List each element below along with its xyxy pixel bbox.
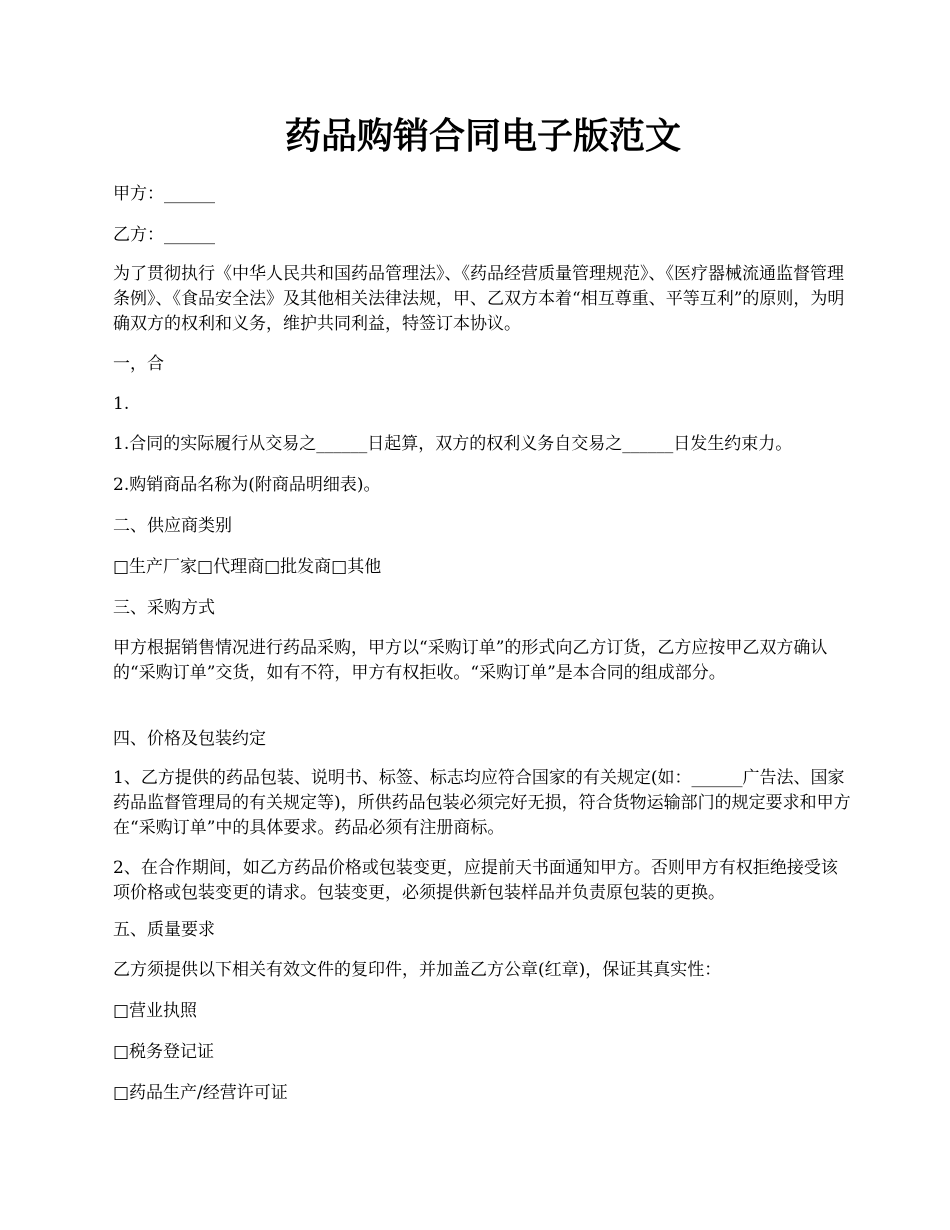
section1-item-label: 1.: [113, 394, 130, 414]
section2-heading: 二、供应商类别: [113, 516, 232, 536]
document-checklist-item: □营业执照: [113, 1001, 198, 1021]
section4-heading: 四、价格及包装约定: [113, 729, 266, 749]
section5-heading: 五、质量要求: [113, 920, 215, 940]
section3-paragraph: 甲方根据销售情况进行药品采购，甲方以“采购订单”的形式向乙方订货，乙方应按甲乙双方确认的“采购订单”交货，如有不符，甲方有权拒收。“采购订单”是本合同的组成部分。: [113, 638, 828, 683]
party-a-line: 甲方：______: [113, 184, 215, 204]
section3-heading: 三、采购方式: [113, 598, 215, 618]
section4-clause2: 2、在合作期间，如乙方药品价格或包装变更，应提前天书面通知甲方。否则甲方有权拒绝接受该项价格或包装变更的请求。包装变更，必须提供新包装样品并负责原包装的更换。: [113, 858, 838, 903]
document-checklist-item: □药品生产/经营许可证: [113, 1083, 288, 1103]
section1-clause1: 1.合同的实际履行从交易之______日起算，双方的权利义务自交易之______日发生约束力。: [113, 434, 793, 454]
document-title: 药品购销合同电子版范文: [284, 115, 681, 157]
section1-heading: 一，合: [113, 354, 164, 374]
document-checklist-item: □税务登记证: [113, 1042, 215, 1062]
party-b-line: 乙方：______: [113, 225, 215, 245]
section4-clause1: 1、乙方提供的药品包装、说明书、标签、标志均应符合国家的有关规定(如：______广告法、国家药品监督管理局的有关规定等)，所供药品包装必须完好无损，符合货物运输部门的规定要求和甲方在“采购订单”中的具体要求。药品必须有注册商标。: [113, 768, 851, 838]
section1-clause2: 2.购销商品名称为(附商品明细表)。: [113, 475, 381, 495]
preamble-paragraph: 为了贯彻执行《中华人民共和国药品管理法》、《药品经营质量管理规范》、《医疗器械流通监督管理条例》、《食品安全法》及其他相关法律法规，甲、乙双方本着“相互尊重、平等互利”的原则，为明确双方的权利和义务，维护共同利益，特签订本协议。: [113, 264, 845, 334]
supplier-options: □生产厂家□代理商□批发商□其他: [113, 557, 382, 577]
section5-paragraph: 乙方须提供以下相关有效文件的复印件，并加盖乙方公章(红章)，保证其真实性：: [113, 960, 722, 980]
